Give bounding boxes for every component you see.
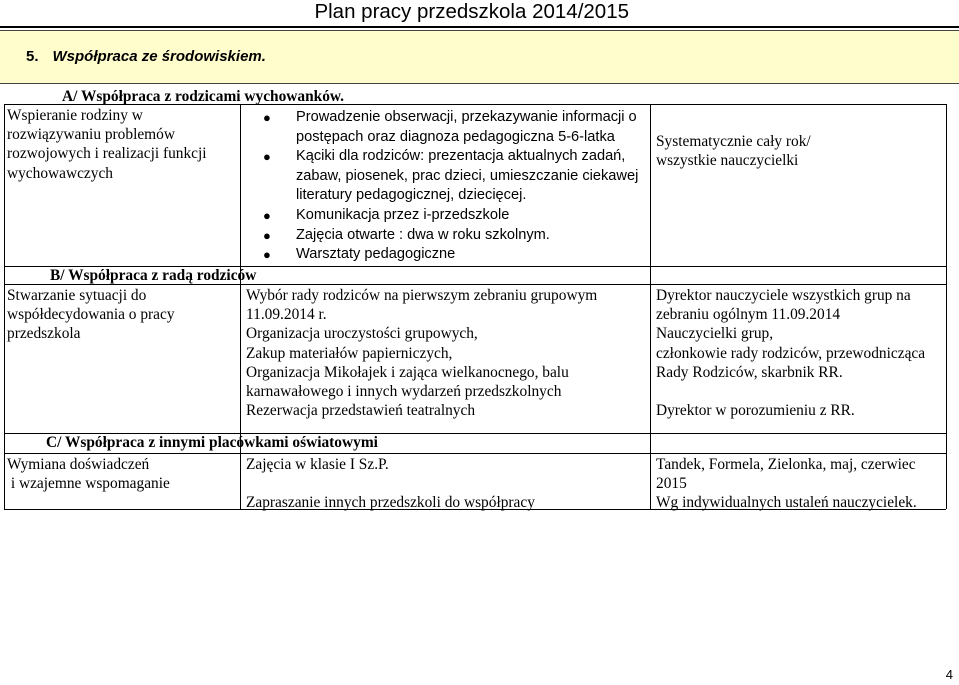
part-a-goal-line: rozwojowych i realizacji funkcji <box>7 145 207 163</box>
list-item-line: Zajęcia otwarte : dwa w roku szkolnym. <box>296 226 550 243</box>
section-title <box>26 48 266 65</box>
part-b-activity-line: Organizacja Mikołajek i zająca wielkanocnego, balu <box>246 363 569 381</box>
list-item <box>245 245 638 265</box>
part-b-responsible <box>656 286 925 420</box>
part-a-goal-line: rozwiązywaniu problemów <box>7 126 175 144</box>
list-item-line: Prowadzenie obserwacji, przekazywanie informacji o <box>296 109 637 125</box>
part-b-responsible-line: Rady Rodziców, skarbnik RR. <box>656 363 843 381</box>
bullet-icon: ● <box>263 149 271 165</box>
part-b-goal-line: współdecydowania o pracy <box>7 306 175 324</box>
part-b-activity-line: Organizacja uroczystości grupowych, <box>246 325 478 343</box>
list-item-line: Warsztaty pedagogiczne <box>296 246 456 263</box>
part-c-responsible-line: Wg indywidualnych ustaleń nauczycielek. <box>656 494 917 512</box>
part-b-heading: B/ Współpraca z radą rodziców <box>50 267 257 284</box>
table-border-col2 <box>650 104 651 509</box>
part-b-responsible-line: Nauczycielki grup, <box>656 325 774 343</box>
part-a-responsible-line: wszystkie nauczycielki <box>656 152 799 170</box>
part-a-activities <box>245 108 638 265</box>
part-c-activity-line: Zapraszanie innych przedszkoli do współpracy <box>246 494 535 512</box>
part-b-activities <box>246 286 597 420</box>
part-c-responsible <box>656 455 917 513</box>
part-b-activity-line: Wybór rady rodziców na pierwszym zebraniu grupowym <box>246 287 598 304</box>
part-b-activity-line: Rezerwacja przedstawień teatralnych <box>246 402 476 420</box>
part-b-activity-line: Zakup materiałów papierniczych, <box>246 344 453 362</box>
part-b-responsible-line: zebraniu ogólnym 11.09.2014 <box>656 306 841 324</box>
list-item-line: zabaw, piosenek, prac dzieci, umieszczanie ciekawej <box>296 167 639 184</box>
list-item <box>245 206 638 226</box>
list-item <box>245 108 638 147</box>
bullet-icon: ● <box>263 247 271 263</box>
header-divider <box>0 26 959 28</box>
section-number: 5. <box>26 48 39 65</box>
part-b-responsible-line: Dyrektor w porozumieniu z RR. <box>656 402 855 420</box>
bullet-icon: ● <box>263 207 271 223</box>
part-a-heading: A/ Współpraca z rodzicami wychowanków. <box>62 88 345 105</box>
part-c-activity-line <box>246 474 535 493</box>
row-divider-c-body <box>4 453 946 454</box>
list-item-line: Kąciki dla rodziców: prezentacja aktualnych zadań, <box>296 148 626 165</box>
part-c-goal-line: i wzajemne wspomaganie <box>7 475 170 493</box>
table-border-right <box>946 104 947 509</box>
part-b-activity-line: 11.09.2014 r. <box>246 306 327 324</box>
part-a-goal-line: Wspieranie rodziny w <box>7 107 143 124</box>
part-b-goal-line: Stwarzanie sytuacji do <box>7 287 147 304</box>
part-c-activity-line: Zajęcia w klasie I Sz.P. <box>246 456 389 473</box>
part-c-responsible-line: 2015 <box>656 475 687 493</box>
part-c-activities <box>246 455 535 513</box>
part-c-goal <box>7 455 170 493</box>
part-c-responsible-line: Tandek, Formela, Zielonka, maj, czerwiec <box>656 456 916 473</box>
part-b-responsible-line <box>656 382 925 401</box>
part-b-responsible-line: Dyrektor nauczyciele wszystkich grup na <box>656 287 911 304</box>
part-a-goal <box>7 106 207 183</box>
list-item <box>245 226 638 246</box>
part-a-goal-line: wychowawczych <box>7 164 113 182</box>
bullet-icon: ● <box>263 110 271 125</box>
bullet-icon: ● <box>263 227 271 243</box>
list-item-line: postępach oraz diagnoza pedagogiczna 5-6-latka <box>296 128 615 145</box>
section-title-text: Współpraca ze środowiskiem. <box>52 48 266 65</box>
list-item <box>245 147 638 206</box>
part-c-goal-line: Wymiana doświadczeń <box>7 456 150 473</box>
part-a-responsible <box>656 132 811 170</box>
part-b-goal <box>7 286 175 344</box>
list-item-line: Komunikacja przez i-przedszkole <box>296 206 510 223</box>
part-b-activity-line: karnawałowego i innych wydarzeń przedszkolnych <box>246 383 562 401</box>
page-header-title: Plan pracy przedszkola 2014/2015 <box>314 0 629 23</box>
part-b-goal-line: przedszkola <box>7 325 81 343</box>
part-b-responsible-line: członkowie rady rodziców, przewodnicząca <box>656 344 926 362</box>
list-item-line: literatury pedagogicznej, dziecięcej. <box>296 187 527 204</box>
table-border-left <box>4 104 5 509</box>
part-a-responsible-line: Systematycznie cały rok/ <box>656 133 811 150</box>
part-c-heading: C/ Współpraca z innymi placówkami oświatowymi <box>46 434 378 451</box>
page-number: 4 <box>945 667 953 682</box>
part-a-activity-list <box>245 108 638 265</box>
